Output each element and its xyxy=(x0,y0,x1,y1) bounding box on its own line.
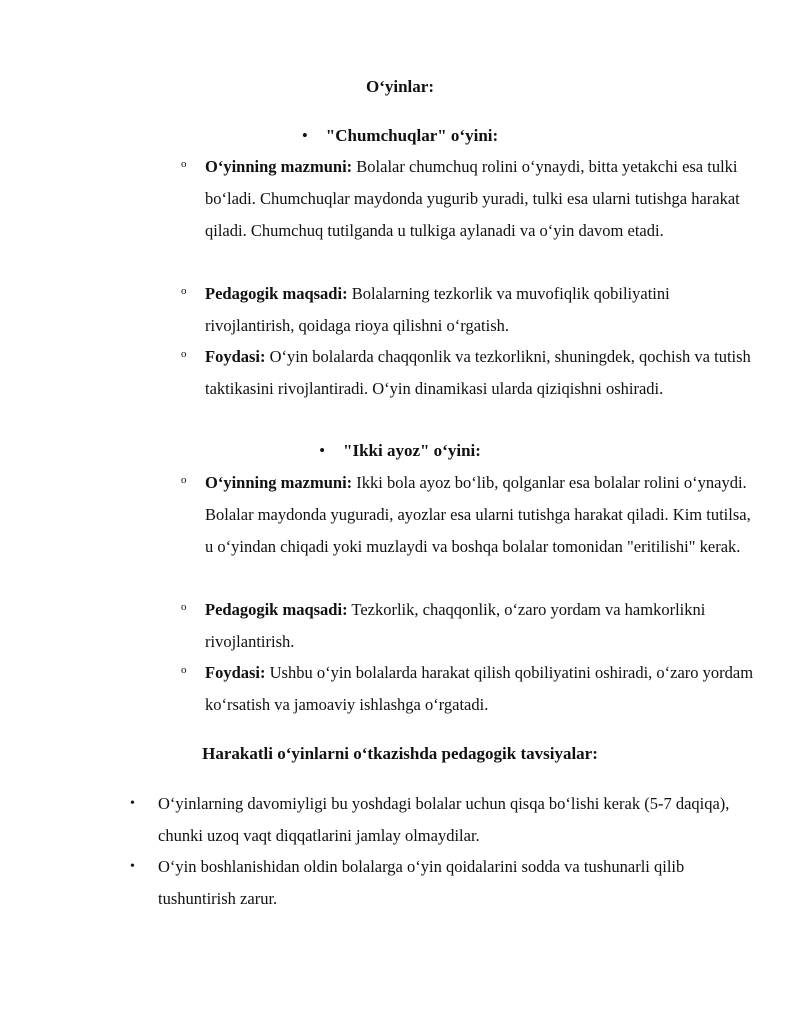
item-label: Foydasi: xyxy=(205,663,266,682)
game-heading-text: "Chumchuqlar" o‘yini: xyxy=(325,126,499,145)
game-heading-text: "Ikki ayoz" o‘yini: xyxy=(343,441,481,460)
list-item-text xyxy=(205,341,755,405)
bullet-icon: • xyxy=(130,796,135,811)
item-label: Pedagogik maqsadi: xyxy=(205,600,348,619)
item-label: O‘yinning mazmuni: xyxy=(205,157,353,176)
bullet-icon: • xyxy=(130,859,135,874)
list-item-text xyxy=(205,278,755,342)
bullet-icon: • xyxy=(319,441,326,460)
sub-bullet-icon: o xyxy=(181,664,187,676)
item-body: Bolalar chumchuq rolini o‘ynaydi, bitta yetakchi esa tulki bo‘ladi. Chumchuqlar maydonda yugurib yuradi, tulki esa ularni tutishga harakat qiladi. Chumchuq tutilganda u tulkiga aylanadi va o‘yin davom etadi. xyxy=(205,157,740,240)
bullet-icon: • xyxy=(301,126,308,145)
sub-bullet-icon: o xyxy=(181,601,187,613)
item-body: Bolalarning tezkorlik va muvofiqlik qobiliyatini rivojlantirish, qoidaga rioya qilishni o‘rgatish. xyxy=(205,284,670,335)
list-item-text xyxy=(205,657,755,721)
recommendations-title: Harakatli o‘yinlarni o‘tkazishda pedagogik tavsiyalar: xyxy=(202,744,598,763)
item-label: O‘yinning mazmuni: xyxy=(205,473,353,492)
item-body: Ikki bola ayoz bo‘lib, qolganlar esa bolalar rolini o‘ynaydi. Bolalar maydonda yuguradi, ayozlar esa ularni tutishga harakat qiladi. Kim tutilsa, u o‘yindan chiqadi yoki muzlaydi va boshqa bolalar tomonidan "eritilishi" kerak. xyxy=(205,473,751,556)
item-body: Tezkorlik, chaqqonlik, o‘zaro yordam va hamkorlikni rivojlantirish. xyxy=(205,600,706,651)
item-label: Pedagogik maqsadi: xyxy=(205,284,348,303)
section-title: O‘yinlar: xyxy=(366,77,434,96)
list-item-text xyxy=(205,467,755,563)
sub-bullet-icon: o xyxy=(181,285,187,297)
list-item-text xyxy=(205,594,755,658)
item-body: Ushbu o‘yin bolalarda harakat qilish qobiliyatini oshiradi, o‘zaro yordam ko‘rsatish va jamoaviy ishlashga o‘rgatadi. xyxy=(205,663,754,714)
recommendation-text: O‘yin boshlanishidan oldin bolalarga o‘yin qoidalarini sodda va tushunarli qilib tushuntirish zarur. xyxy=(158,857,685,908)
recommendation-text: O‘yinlarning davomiyligi bu yoshdagi bolalar uchun qisqa bo‘lishi kerak (5-7 daqiqa), chunki uzoq vaqt diqqatlarini jamlay olmaydilar. xyxy=(158,794,730,845)
item-body: O‘yin bolalarda chaqqonlik va tezkorlikni, shuningdek, qochish va tutish taktikasini rivojlantiradi. O‘yin dinamikasi ularda qiziqishni oshiradi. xyxy=(205,347,751,398)
sub-bullet-icon: o xyxy=(181,474,187,486)
sub-bullet-icon: o xyxy=(181,158,187,170)
game-heading-ikki-ayoz xyxy=(0,440,800,462)
list-item-text xyxy=(205,151,755,247)
sub-bullet-icon: o xyxy=(181,348,187,360)
item-label: Foydasi: xyxy=(205,347,266,366)
game-heading-chumchuqlar xyxy=(0,125,800,147)
